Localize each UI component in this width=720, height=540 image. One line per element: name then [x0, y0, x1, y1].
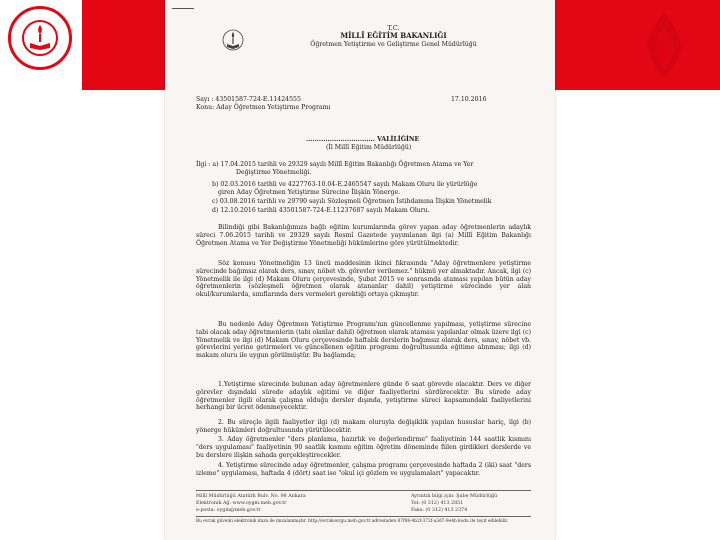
flame-watermark-icon [636, 10, 692, 80]
letter-date: 17.10.2016 [451, 96, 487, 103]
torch-book-icon [27, 23, 53, 51]
paragraph-5: 2. Bu süreçle ilgili faaliyetler ilgi (d) makam oluruyla değişiklik yapılan hususlar hariç, ilgi (b) yönerge hükümleri doğrultusunda yürütülecektir. [196, 419, 531, 434]
paragraph-1: Bilindiği gibi Bakanlığımıza bağlı eğitim kurumlarında görev yapan aday öğretmenlerin adaylık süreci 7.06.2015 tarihli ve 29329 sayılı Resmî Gazetede yayımlanan ilgi (a) Millî Eğitim Bakanlığı Öğretmen Atama ve Yer Değiştirme Yönetmeliği hükümlerine göre yürütülmektedir. [196, 224, 531, 247]
paragraph-6: 3. Aday öğretmenler "ders planlama, hazırlık ve değerlendirme" faaliyetinin 144 saatlik kısmını "ders uygulaması" faaliyetinin 90 saatlik kısmını eğitim öğretim döneminde fiilen girdikleri derslerde ve bu derslere ilişkin sahada gerçekleştirecekler. [196, 436, 531, 459]
header-directorate: Öğretmen Yetiştirme ve Geliştirme Genel Müdürlüğü [310, 41, 477, 48]
scan-mark [172, 8, 194, 9]
ilgi-b-line2: giren Aday Öğretmen Yetiştirme Sürecine İlişkin Yönerge. [218, 189, 401, 196]
ilgi-d-line: d) 12.10.2016 tarihli 43501587-724-E.11237687 sayılı Makam Oluru. [212, 207, 430, 214]
reference-number: Sayı : 43501587-724-E.11424555 [196, 96, 301, 103]
paragraph-4: 1.Yetiştirme sürecinde bulunan aday öğretmenlere günde 6 saat görevde olacaktır. Ders ve diğer görevler dışındaki sürede adaylık eğitimi ve diğer faaliyetlerini sürdürecektir. Bu sürede aday öğretmenler ilgili olarak çalışma olduğu dersler dışında, yetiştirme süreci kapsamındaki faaliyetlerini herhangi bir ücret ödenmeyecektir. [196, 381, 531, 412]
footer-divider [196, 490, 531, 491]
footer-phone: Tel: (0 312) 413 2851 [411, 501, 464, 506]
ilgi-a-line1: İlgi : a) 17.04.2015 tarihli ve 29329 sayılı Millî Eğitim Bakanlığı Öğretmen Atama ve Yer [196, 161, 474, 168]
paragraph-3: Bu nedenle Aday Öğretmen Yetiştirme Programı'nın güncellenme yapılması, yetiştirme sürecine tabi olacak aday öğretmenlerin (tabi olanlar dahil) öğretmen olarak ataması yapılanlar olmak üzere ilgi (c) Yönetmelik ve ilgi (d) Makam Oluru çerçevesinde haftalık derslerin bağımsız olarak ders, sınav, nöbet vb. görevlerini yerine getirmeleri ve güncellenen eğitim programı doğrultusunda eğitime alınması; ilgi (d) makam oluru ile uygun görülmüştür. Bu bağlamda; [196, 321, 531, 359]
footer-web: Elektronik Ağ: www.oygm.meb.gov.tr [196, 501, 287, 506]
footer-fax: Faks: (0 312) 413 2374 [411, 508, 468, 513]
paragraph-7: 4. Yetiştirme sürecinde aday öğretmenler, çalışma programı çerçevesinde haftada 2 (iki) saat "ders izleme" uygulaması, haftada 4 (dört) saat ise "okul içi gözlem ve uygulamaları" yapacaktır. [196, 462, 531, 477]
logo-area [0, 0, 82, 90]
footer-email: e-posta: oygm@meb.gov.tr [196, 508, 261, 513]
ilgi-c-line: c) 03.08.2016 tarihli ve 29790 sayılı Sözleşmeli Öğretmen İstihdamına İlişkin Yönetmelik [212, 198, 492, 205]
recipient-line: ................................ VALİLİĞİNE [306, 136, 420, 143]
header-ministry: MİLLÎ EĞİTİM BAKANLIĞI [340, 31, 447, 40]
paragraph-2: Söz konusu Yönetmeliğin 13 üncü maddesinin ikinci fıkrasında "Aday öğretmenlere yetiştirme sürecinde bağımsız olarak ders, sınav, nöbet vb. görevler verilemez." hükmü yer almaktadır. Ancak, ilgi (c) Yönetmelik ile ilgi (d) Makam Oluru çerçevesinde, Şubat 2015 ve sonrasında ataması yapılan bütün aday öğretmenlerin (sözleşmeli öğretmen olarak atananlar dahil) yetiştirme sürecinde yer alan okul/kurumlarda, sınıflarında ders vermeleri gerektiği ortaya çıkmıştır. [196, 260, 531, 298]
footer-esignature-note: Bu evrak güvenli elektronik imza ile imzalanmıştır. http://evraksorgu.meb.gov.tr adresinden 87f98-4b2f-372f-a3d7-9e4b kodu ile teyit edilebilir. [196, 519, 509, 524]
subject-line: Konu: Aday Öğretmen Yetiştirme Programı [196, 104, 331, 111]
footer-contact: Ayrıntılı bilgi için: Şube Müdürlüğü [411, 494, 498, 499]
recipient-sub: (İl Millî Eğitim Müdürlüğü) [326, 144, 412, 151]
footer-divider-bottom [196, 516, 531, 517]
header-tc: T.C. [387, 24, 400, 32]
footer-address: Millî Müdürlüğü Atatürk Bulv. No. 98 Ankara [196, 494, 306, 499]
ilgi-a-line2: Değiştirme Yönetmeliği. [236, 169, 312, 176]
meb-seal-logo [8, 6, 72, 70]
ilgi-b-line1: b) 02.03.2016 tarihli ve 4227763-10.04-E.2465547 sayılı Makam Oluru ile yürürlüğe [212, 181, 478, 188]
